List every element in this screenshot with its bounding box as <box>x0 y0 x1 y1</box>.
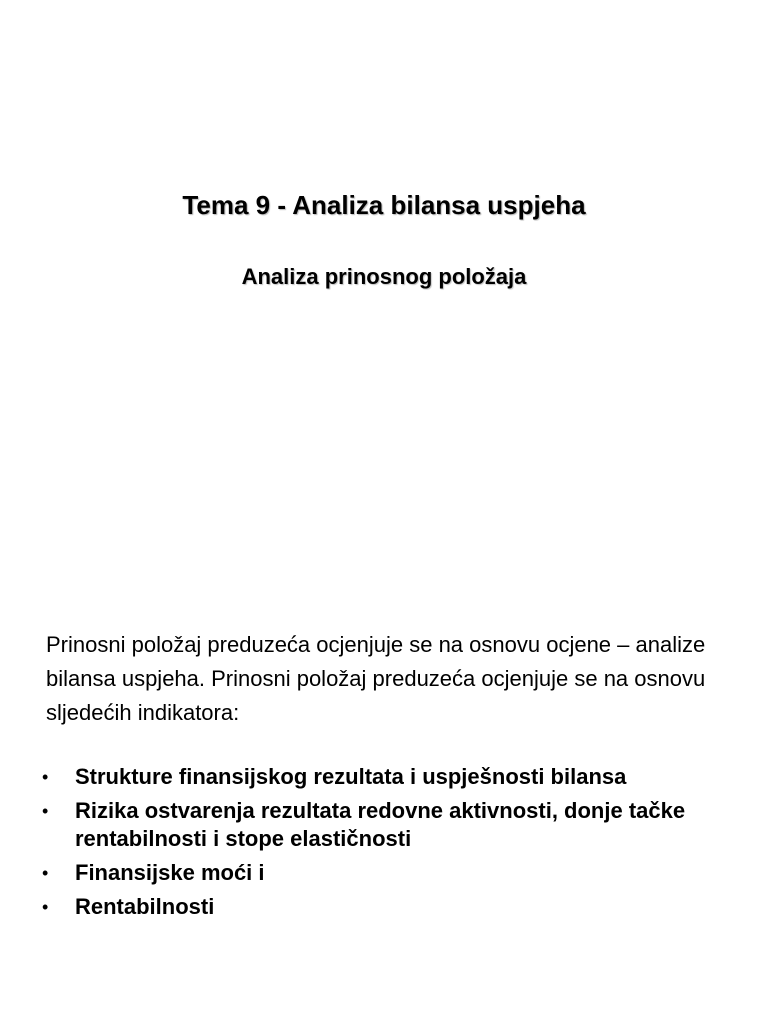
list-item <box>42 859 742 887</box>
bullet-icon: • <box>42 897 49 917</box>
list-item <box>42 797 742 853</box>
list-item <box>42 893 742 921</box>
intro-paragraph: Prinosni položaj preduzeća ocjenjuje se na osnovu ocjene – analize bilansa uspjeha. Prinosni položaj preduzeća ocjenjuje se na osnovu sljedećih indikatora: <box>46 632 706 725</box>
list-item-text: Rizika ostvarenja rezultata redovne aktivnosti, donje tačke rentabilnosti i stope elastičnosti <box>75 798 686 851</box>
list-item-text: Finansijske moći i <box>75 860 265 885</box>
list-item-text: Strukture finansijskog rezultata i uspješnosti bilansa <box>75 764 627 789</box>
indicator-list <box>42 763 742 927</box>
page-title: Tema 9 - Analiza bilansa uspjeha <box>182 190 586 220</box>
list-item <box>42 763 742 791</box>
list-item-text: Rentabilnosti <box>75 894 215 919</box>
bullet-icon: • <box>42 801 49 821</box>
page-subtitle: Analiza prinosnog položaja <box>241 264 527 289</box>
bullet-icon: • <box>42 767 49 787</box>
bullet-icon: • <box>42 863 49 883</box>
